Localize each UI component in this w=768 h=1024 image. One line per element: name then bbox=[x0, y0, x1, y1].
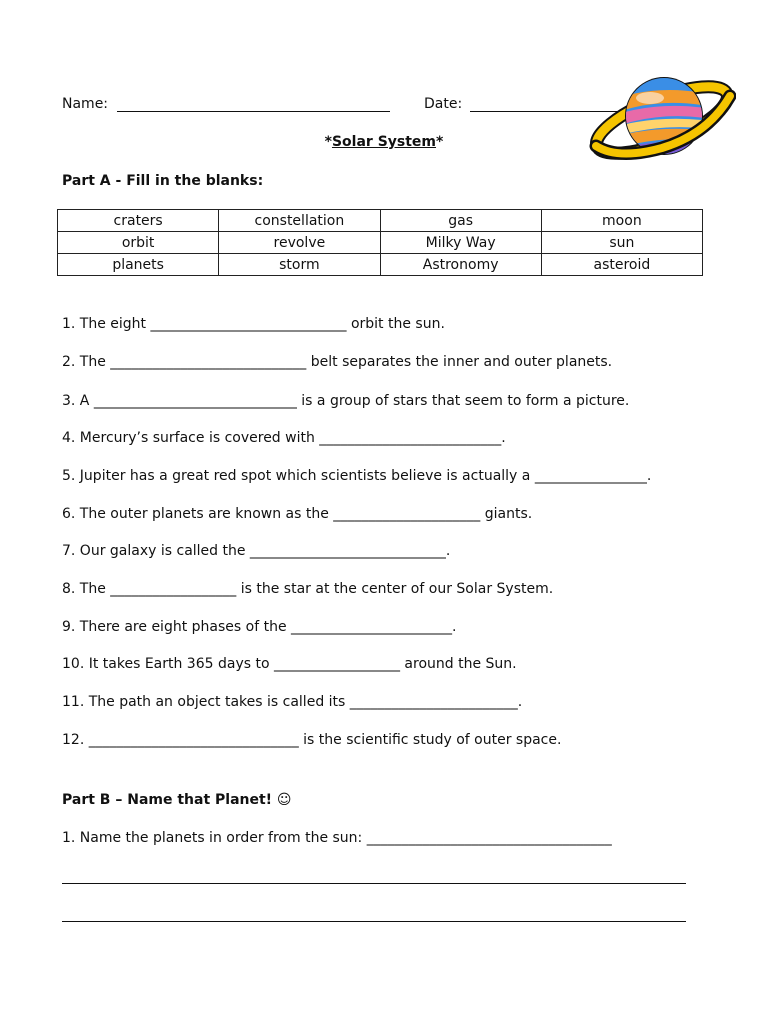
question-11: 11. The path an object takes is called its ________________________. bbox=[62, 694, 523, 710]
word-bank-table bbox=[57, 209, 703, 276]
table-row bbox=[58, 254, 703, 276]
question-8: 8. The __________________ is the star at the center of our Solar System. bbox=[62, 581, 554, 597]
question-5: 5. Jupiter has a great red spot which scientists believe is actually a ________________. bbox=[62, 468, 652, 484]
question-1: 1. The eight ____________________________ orbit the sun. bbox=[62, 316, 445, 332]
question-6: 6. The outer planets are known as the _____________________ giants. bbox=[62, 506, 533, 522]
table-row bbox=[58, 210, 703, 232]
name-blank-line[interactable] bbox=[117, 111, 390, 112]
question-9: 9. There are eight phases of the _______________________. bbox=[62, 619, 457, 635]
word-bank-cell: asteroid bbox=[541, 254, 702, 276]
answer-line[interactable] bbox=[62, 883, 686, 884]
part-b-heading: Part B – Name that Planet! ☺ bbox=[62, 792, 292, 808]
word-bank-cell: storm bbox=[219, 254, 380, 276]
table-row bbox=[58, 232, 703, 254]
question-12: 12. ______________________________ is the scientific study of outer space. bbox=[62, 732, 562, 748]
word-bank-cell: craters bbox=[58, 210, 219, 232]
word-bank-cell: constellation bbox=[219, 210, 380, 232]
question-7: 7. Our galaxy is called the ____________________________. bbox=[62, 543, 451, 559]
question-4: 4. Mercury’s surface is covered with __________________________. bbox=[62, 430, 506, 446]
question-10: 10. It takes Earth 365 days to __________________ around the Sun. bbox=[62, 656, 517, 672]
question-2: 2. The ____________________________ belt separates the inner and outer planets. bbox=[62, 354, 613, 370]
part-b-question-1: 1. Name the planets in order from the sun: ___________________________________ bbox=[62, 830, 612, 846]
part-a-heading: Part A - Fill in the blanks: bbox=[62, 173, 264, 189]
answer-line[interactable] bbox=[62, 921, 686, 922]
question-3: 3. A _____________________________ is a group of stars that seem to form a picture. bbox=[62, 393, 630, 409]
name-label: Name: bbox=[62, 96, 109, 112]
word-bank-cell: planets bbox=[58, 254, 219, 276]
title-prefix: * bbox=[324, 134, 332, 150]
word-bank-cell: orbit bbox=[58, 232, 219, 254]
word-bank-cell: moon bbox=[541, 210, 702, 232]
word-bank-cell: Astronomy bbox=[380, 254, 541, 276]
word-bank-cell: sun bbox=[541, 232, 702, 254]
title-text: Solar System bbox=[331, 134, 437, 150]
date-label: Date: bbox=[424, 96, 463, 112]
word-bank-cell: revolve bbox=[219, 232, 380, 254]
saturn-planet-icon bbox=[588, 68, 736, 168]
worksheet-title bbox=[0, 134, 768, 150]
title-suffix: * bbox=[436, 134, 444, 150]
word-bank-cell: gas bbox=[380, 210, 541, 232]
word-bank-cell: Milky Way bbox=[380, 232, 541, 254]
